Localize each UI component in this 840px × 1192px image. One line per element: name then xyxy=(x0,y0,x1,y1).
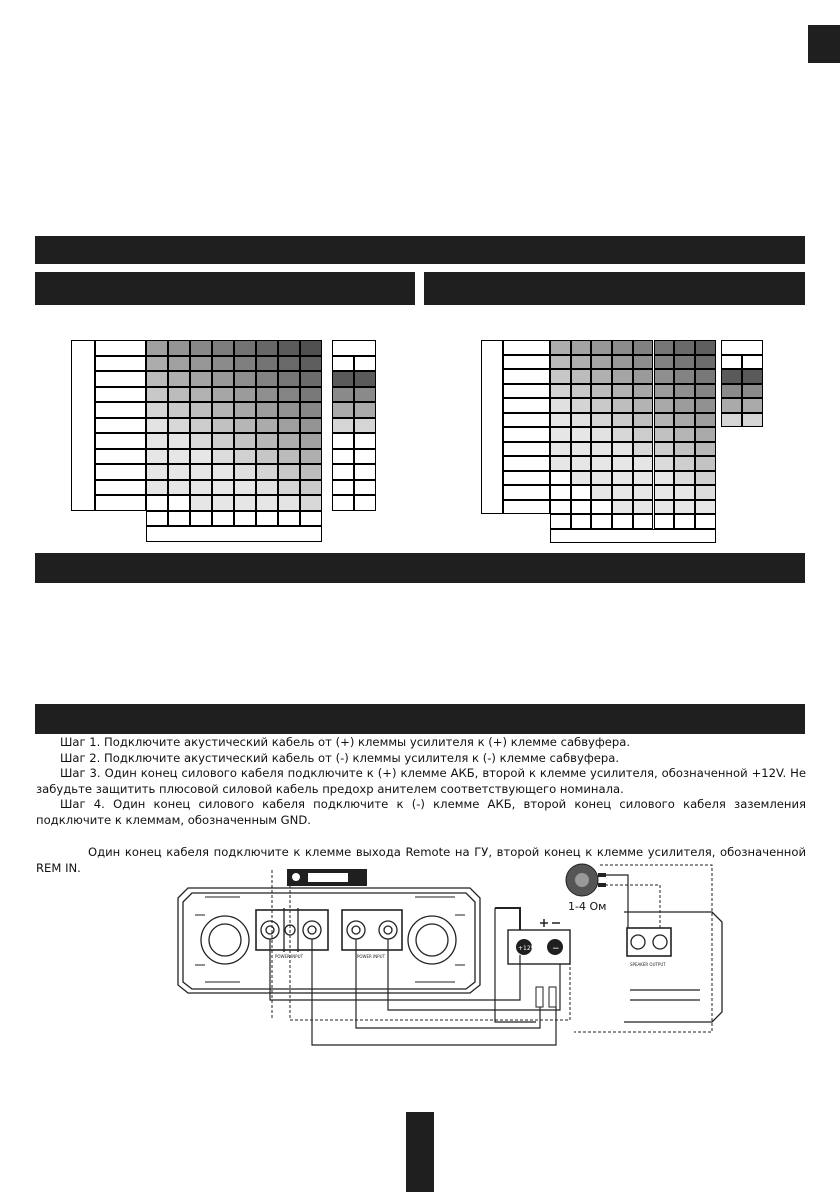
table-cell xyxy=(212,387,234,403)
legend-cell xyxy=(332,449,354,465)
table-cell xyxy=(550,369,571,384)
table-cell xyxy=(212,495,234,511)
table-cell xyxy=(212,480,234,496)
table-cell xyxy=(654,384,675,399)
legend-header xyxy=(721,340,763,355)
table-cell xyxy=(612,485,633,500)
table-cell xyxy=(212,371,234,387)
table-cell xyxy=(212,340,234,356)
table-cell xyxy=(212,356,234,372)
table-cell xyxy=(146,495,168,511)
table-cell xyxy=(591,369,612,384)
table-row-header xyxy=(95,402,146,418)
head-unit-icon xyxy=(287,869,367,886)
table-cell xyxy=(591,500,612,515)
table-axis-label xyxy=(550,529,716,544)
table-cell xyxy=(190,480,212,496)
table-cell xyxy=(256,356,278,372)
table-cell xyxy=(256,402,278,418)
amplifier-speaker-output xyxy=(624,912,722,1022)
table-row-header xyxy=(503,355,550,370)
table-cell xyxy=(550,384,571,399)
table-row-header xyxy=(503,442,550,457)
legend-cell xyxy=(332,495,354,511)
table-cell xyxy=(168,433,190,449)
table-cell xyxy=(256,449,278,465)
table-axis-label xyxy=(71,340,95,511)
table-cell xyxy=(234,402,256,418)
table-cell xyxy=(256,480,278,496)
table-cell xyxy=(168,356,190,372)
table-cell xyxy=(695,456,716,471)
table-col-header xyxy=(695,514,716,529)
table-cell xyxy=(654,442,675,457)
table-cell xyxy=(550,471,571,486)
legend-cell xyxy=(354,387,376,403)
table-cell xyxy=(278,387,300,403)
table-cell xyxy=(612,442,633,457)
table-cell xyxy=(256,340,278,356)
table-cell xyxy=(146,371,168,387)
legend-cell xyxy=(354,480,376,496)
table-cell xyxy=(571,471,592,486)
table-cell xyxy=(591,355,612,370)
table-cell xyxy=(550,413,571,428)
table-cell xyxy=(591,398,612,413)
table-cell xyxy=(695,340,716,355)
table-cell xyxy=(234,371,256,387)
remote-wire xyxy=(272,865,712,1032)
table-cell xyxy=(234,387,256,403)
table-cell xyxy=(674,355,695,370)
table-cell xyxy=(190,495,212,511)
table-cell xyxy=(695,384,716,399)
table-col-header xyxy=(674,514,695,529)
legend-cell xyxy=(332,464,354,480)
table-row-header xyxy=(95,495,146,511)
table-cell xyxy=(300,387,322,403)
table-cell xyxy=(550,427,571,442)
step-3: Шаг 3. Один конец силового кабеля подключите к (+) клемме АКБ, второй к клемме усилителя, обозначенной +12V. Не забудьте защитить плюсовой силовой кабель предохр анителем соответствующего номинала. xyxy=(36,766,806,796)
table-cell xyxy=(550,485,571,500)
impedance-label: 1-4 Ом xyxy=(568,900,607,913)
table-cell xyxy=(256,464,278,480)
table-cell xyxy=(278,495,300,511)
table-cell xyxy=(234,495,256,511)
table-row-header xyxy=(95,480,146,496)
legend-cell xyxy=(354,433,376,449)
table-cell xyxy=(190,402,212,418)
table-cell xyxy=(591,456,612,471)
legend-cell xyxy=(332,480,354,496)
table-cell xyxy=(633,427,654,442)
table-row-header xyxy=(95,418,146,434)
table-cell xyxy=(695,369,716,384)
table-cell xyxy=(654,485,675,500)
table-cell xyxy=(633,413,654,428)
table-cell xyxy=(550,398,571,413)
table-cell xyxy=(612,427,633,442)
table-cell xyxy=(256,387,278,403)
table-cell xyxy=(695,355,716,370)
table-cell xyxy=(300,495,322,511)
table-col-header xyxy=(571,514,592,529)
table-cell xyxy=(146,418,168,434)
legend-cell xyxy=(354,449,376,465)
step-4: Шаг 4. Один конец силового кабеля подключите к (-) клемме АКБ, второй конец силового кабеля заземления подключите к клеммам, обозначенным GND. xyxy=(36,797,806,827)
table-row-header xyxy=(503,500,550,515)
table-cell xyxy=(190,449,212,465)
battery-minus-label: − xyxy=(552,944,560,954)
legend-cell xyxy=(332,402,354,418)
table-cell xyxy=(146,387,168,403)
table-cell xyxy=(168,387,190,403)
table-cell xyxy=(278,449,300,465)
legend-cell xyxy=(354,356,376,372)
table-cell xyxy=(654,369,675,384)
legend-cell xyxy=(721,413,742,428)
step-1: Шаг 1. Подключите акустический кабель от (+) клеммы усилителя к (+) клемме сабвуфера. xyxy=(60,735,631,749)
table-col-header xyxy=(278,511,300,527)
table-row-header xyxy=(95,356,146,372)
table-cell xyxy=(633,398,654,413)
table-cell xyxy=(278,433,300,449)
table-cell xyxy=(674,427,695,442)
table-cell xyxy=(654,500,675,515)
table-cell xyxy=(612,398,633,413)
table-col-header xyxy=(146,511,168,527)
table-col-header xyxy=(190,511,212,527)
table-cell xyxy=(300,464,322,480)
table-cell xyxy=(146,402,168,418)
table-cell xyxy=(674,340,695,355)
table-cell xyxy=(674,471,695,486)
table-cell xyxy=(612,340,633,355)
table-cell xyxy=(212,433,234,449)
table-cell xyxy=(654,413,675,428)
table-cell xyxy=(190,464,212,480)
table-col-header xyxy=(633,514,654,529)
table-cell xyxy=(674,413,695,428)
table-row-header xyxy=(503,340,550,355)
table-cell xyxy=(168,371,190,387)
table-cell xyxy=(571,340,592,355)
table-cell xyxy=(190,371,212,387)
table-cell xyxy=(695,471,716,486)
table-cell xyxy=(146,449,168,465)
speaker-icon xyxy=(566,864,606,896)
table-row-header xyxy=(503,384,550,399)
table-cell xyxy=(550,442,571,457)
table-cell xyxy=(591,427,612,442)
table-cell xyxy=(168,495,190,511)
table-cell xyxy=(695,500,716,515)
table-cell xyxy=(571,456,592,471)
table-cell xyxy=(695,427,716,442)
table-cell xyxy=(612,456,633,471)
table-row-header xyxy=(503,413,550,428)
table-cell xyxy=(168,402,190,418)
table-cell xyxy=(633,471,654,486)
table-cell xyxy=(571,355,592,370)
table-cell xyxy=(300,480,322,496)
table-cell xyxy=(300,371,322,387)
table-cell xyxy=(212,418,234,434)
table-row-header xyxy=(95,464,146,480)
table-cell xyxy=(190,340,212,356)
table-col-header xyxy=(256,511,278,527)
table-cell xyxy=(256,371,278,387)
table-cell xyxy=(591,471,612,486)
table-cell xyxy=(674,398,695,413)
table-col-header xyxy=(612,514,633,529)
table-row-header xyxy=(503,471,550,486)
table-cell xyxy=(168,480,190,496)
legend-header xyxy=(332,340,376,356)
table-cell xyxy=(212,464,234,480)
table-col-header xyxy=(654,514,675,529)
table-cell xyxy=(612,500,633,515)
table-cell xyxy=(633,384,654,399)
table-cell xyxy=(633,369,654,384)
legend-cell xyxy=(721,369,742,384)
table-cell xyxy=(633,500,654,515)
table-cell xyxy=(633,442,654,457)
table-cell xyxy=(278,464,300,480)
table-cell xyxy=(695,413,716,428)
table-cell xyxy=(300,433,322,449)
legend-cell xyxy=(721,384,742,399)
legend-cell xyxy=(332,371,354,387)
table-cell xyxy=(591,485,612,500)
table-cell xyxy=(234,464,256,480)
legend-cell xyxy=(742,398,763,413)
table-cell xyxy=(571,500,592,515)
table-cell xyxy=(633,340,654,355)
table-cell xyxy=(168,418,190,434)
fuse-icon xyxy=(536,987,556,1007)
table-cell xyxy=(612,355,633,370)
table-cell xyxy=(591,340,612,355)
table-cell xyxy=(278,371,300,387)
table-cell xyxy=(190,356,212,372)
legend-cell xyxy=(332,387,354,403)
table-cell xyxy=(550,456,571,471)
table-cell xyxy=(674,456,695,471)
table-cell xyxy=(612,369,633,384)
legend-cell xyxy=(332,433,354,449)
table-cell xyxy=(571,413,592,428)
remote-text: Один конец кабеля подключите к клемме выхода Remote на ГУ, второй конец к клемме усилителя, обозначенной REM IN. xyxy=(36,845,806,875)
table-cell xyxy=(300,340,322,356)
table-cell xyxy=(278,418,300,434)
table-cell xyxy=(571,384,592,399)
power-input-label-2: POWER INPUT xyxy=(357,954,386,959)
power-input-label-1: POWER INPUT xyxy=(275,954,304,959)
table-cell xyxy=(234,356,256,372)
table-cell xyxy=(633,456,654,471)
table-cell xyxy=(674,369,695,384)
table-cell xyxy=(212,402,234,418)
table-cell xyxy=(256,433,278,449)
table-row-header xyxy=(95,340,146,356)
table-cell xyxy=(674,442,695,457)
table-cell xyxy=(146,340,168,356)
table-row-header xyxy=(95,449,146,465)
amplifier xyxy=(178,888,480,993)
table-cell xyxy=(278,356,300,372)
battery-plus-label: +12V xyxy=(518,945,535,952)
table-cell xyxy=(633,355,654,370)
table-cell xyxy=(256,495,278,511)
legend-cell xyxy=(742,413,763,428)
table-cell xyxy=(674,485,695,500)
table-cell xyxy=(550,355,571,370)
table-cell xyxy=(234,480,256,496)
table-cell xyxy=(234,449,256,465)
legend-cell xyxy=(354,464,376,480)
page-number-tab xyxy=(406,1112,434,1192)
table-cell xyxy=(146,480,168,496)
table-cell xyxy=(168,449,190,465)
table-row-header xyxy=(95,371,146,387)
table-cell xyxy=(146,433,168,449)
table-cell xyxy=(654,471,675,486)
table-cell xyxy=(278,402,300,418)
table-row-header xyxy=(503,485,550,500)
table-row-header xyxy=(503,398,550,413)
table-cell xyxy=(695,398,716,413)
table-col-header xyxy=(212,511,234,527)
table-cell xyxy=(190,418,212,434)
table-cell xyxy=(612,384,633,399)
table-cell xyxy=(300,449,322,465)
table-cell xyxy=(571,398,592,413)
step-2: Шаг 2. Подключите акустический кабель от (-) клеммы усилителя к (-) клемме сабвуфера. xyxy=(60,750,620,765)
legend-cell xyxy=(721,398,742,413)
table-row-header xyxy=(503,427,550,442)
table-cell xyxy=(633,485,654,500)
table-cell xyxy=(550,500,571,515)
table-col-header xyxy=(591,514,612,529)
table-cell xyxy=(234,418,256,434)
table-cell xyxy=(168,464,190,480)
table-row-header xyxy=(503,456,550,471)
table-col-header xyxy=(168,511,190,527)
table-cell xyxy=(654,355,675,370)
table-row-header xyxy=(95,433,146,449)
table-cell xyxy=(300,356,322,372)
table-axis-label xyxy=(481,340,503,514)
legend-cell xyxy=(354,402,376,418)
table-cell xyxy=(591,384,612,399)
table-cell xyxy=(571,485,592,500)
table-cell xyxy=(612,413,633,428)
table-cell xyxy=(300,418,322,434)
table-cell xyxy=(571,427,592,442)
table-cell xyxy=(234,340,256,356)
table-cell xyxy=(300,402,322,418)
legend-cell xyxy=(742,355,763,370)
legend-cell xyxy=(354,495,376,511)
legend-cell xyxy=(742,384,763,399)
table-cell xyxy=(146,464,168,480)
table-cell xyxy=(591,442,612,457)
table-cell xyxy=(212,449,234,465)
table-cell xyxy=(674,384,695,399)
legend-cell xyxy=(354,371,376,387)
legend-cell xyxy=(354,418,376,434)
table-cell xyxy=(695,442,716,457)
table-cell xyxy=(256,418,278,434)
table-row-header xyxy=(503,369,550,384)
table-cell xyxy=(674,500,695,515)
table-axis-label xyxy=(146,526,322,542)
table-col-header xyxy=(550,514,571,529)
table-row-header xyxy=(95,387,146,403)
legend-cell xyxy=(721,355,742,370)
table-cell xyxy=(654,427,675,442)
table-cell xyxy=(278,480,300,496)
table-col-header xyxy=(300,511,322,527)
table-cell xyxy=(695,485,716,500)
table-cell xyxy=(654,340,675,355)
legend-cell xyxy=(742,369,763,384)
speaker-output-label: SPEAKER OUTPUT xyxy=(630,962,666,967)
table-cell xyxy=(571,369,592,384)
table-cell xyxy=(278,340,300,356)
table-cell xyxy=(612,471,633,486)
table-cell xyxy=(146,356,168,372)
table-cell xyxy=(654,456,675,471)
table-cell xyxy=(550,340,571,355)
table-cell xyxy=(234,433,256,449)
table-cell xyxy=(190,433,212,449)
legend-cell xyxy=(332,356,354,372)
table-cell xyxy=(571,442,592,457)
table-cell xyxy=(190,387,212,403)
table-cell xyxy=(591,413,612,428)
table-col-header xyxy=(234,511,256,527)
legend-cell xyxy=(332,418,354,434)
table-cell xyxy=(168,340,190,356)
battery-icon xyxy=(508,919,570,964)
table-cell xyxy=(654,398,675,413)
